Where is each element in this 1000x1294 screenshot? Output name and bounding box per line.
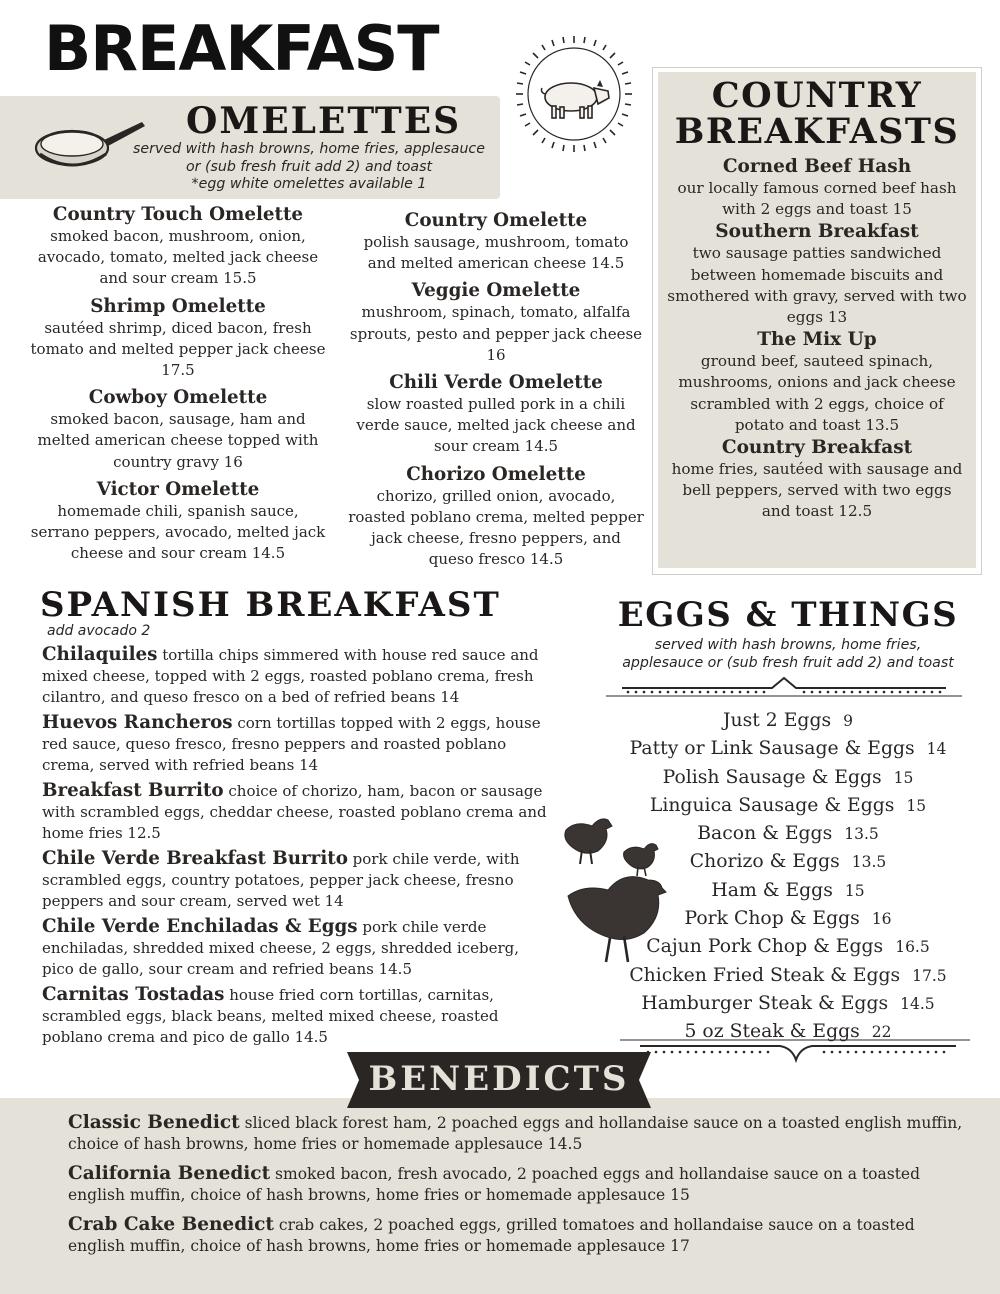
omelettes-note-line: served with hash browns, home fries, applesauce xyxy=(133,141,485,157)
item-name: Country Omelette xyxy=(404,210,588,231)
item-name: Corned Beef Hash xyxy=(722,156,912,177)
item-name: Chilaquiles xyxy=(42,644,158,665)
item-description: polish sausage, mushroom, tomato and melted american cheese 14.5 xyxy=(363,233,629,273)
item-name: Cowboy Omelette xyxy=(88,387,268,409)
item-name: Hamburger Steak & Eggs xyxy=(641,992,889,1014)
item-price: 14.5 xyxy=(900,994,935,1013)
item-name: Country Touch Omelette xyxy=(52,204,304,225)
item-price: 14 xyxy=(926,740,947,759)
top-divider-ornament xyxy=(606,676,962,700)
item-name: Breakfast Burrito xyxy=(42,780,224,801)
menu-item xyxy=(42,644,552,708)
menu-item xyxy=(42,712,552,776)
item-price: 16.5 xyxy=(895,938,930,957)
item-name: Polish Sausage & Eggs xyxy=(662,766,882,788)
omelettes-note xyxy=(124,141,494,194)
item-description: smoked bacon, fresh avocado, 2 poached eggs and hollandaise sauce on a toasted english muffin, choice of hash browns, home fries or homemade applesauce 15 xyxy=(68,1165,921,1204)
menu-item xyxy=(610,990,966,1018)
menu-item xyxy=(666,437,968,523)
omelettes-left-column xyxy=(28,204,328,570)
country-breakfasts-list xyxy=(666,156,968,524)
item-name: Linguica Sausage & Eggs xyxy=(649,794,895,816)
menu-item xyxy=(610,735,966,763)
menu-item xyxy=(348,464,644,571)
item-name: Chorizo Omelette xyxy=(406,463,586,485)
item-name: Southern Breakfast xyxy=(715,221,919,243)
page-title: BREAKFAST xyxy=(44,12,439,85)
pig-icon xyxy=(514,34,634,154)
item-description: pork chile verde enchiladas, shredded mixed cheese, 2 eggs, shredded iceberg, pico de gallo, sour cream and refried beans 14.5 xyxy=(42,918,520,978)
item-name: Chicken Fried Steak & Eggs xyxy=(629,964,901,986)
item-name: Veggie Omelette xyxy=(411,280,581,302)
item-price: 16 xyxy=(871,910,892,929)
item-price: 15 xyxy=(906,796,927,815)
menu-item xyxy=(610,764,966,792)
spanish-breakfast-list xyxy=(42,644,552,1052)
menu-item xyxy=(68,1112,968,1155)
item-description: sliced black forest ham, 2 poached eggs and hollandaise sauce on a toasted english muffin, choice of hash browns, home fries or homemade applesauce 14.5 xyxy=(68,1114,963,1153)
item-description: pork chile verde, with scrambled eggs, country potatoes, pepper jack cheese, fresno peppers and sour cream, served wet 14 xyxy=(42,850,520,910)
item-name: Crab Cake Benedict xyxy=(68,1214,274,1235)
item-name: Patty or Link Sausage & Eggs xyxy=(629,738,915,760)
item-name: Chorizo & Eggs xyxy=(689,851,840,873)
item-description: tortilla chips simmered with house red sauce and mixed cheese, topped with 2 eggs, roasted poblano crema, fresh cilantro, and queso fresco on a bed of refried beans 14 xyxy=(42,646,539,706)
omelettes-heading: OMELETTES xyxy=(186,100,462,142)
item-name: California Benedict xyxy=(68,1163,271,1184)
menu-item xyxy=(666,156,968,220)
item-name: Chile Verde Breakfast Burrito xyxy=(42,848,348,869)
item-description: two sausage patties sandwiched between homemade biscuits and smothered with gravy, served with two eggs 13 xyxy=(667,244,967,327)
spanish-breakfast-heading: SPANISH BREAKFAST xyxy=(40,585,501,625)
item-description: mushroom, spinach, tomato, alfalfa sprouts, pesto and pepper jack cheese 16 xyxy=(349,303,643,364)
item-price: 13.5 xyxy=(851,853,887,872)
ribbon-right-notch xyxy=(633,1052,651,1108)
item-name: 5 oz Steak & Eggs xyxy=(684,1021,860,1043)
item-price: 13.5 xyxy=(844,825,879,844)
menu-item xyxy=(28,479,328,565)
item-name: Carnitas Tostadas xyxy=(42,984,225,1005)
item-description: choice of chorizo, ham, bacon or sausage with scrambled eggs, cheddar cheese, roasted poblano crema and home fries 12.5 xyxy=(42,782,547,842)
menu-item xyxy=(42,780,552,844)
item-name: Victor Omelette xyxy=(96,478,260,500)
item-description: smoked bacon, mushroom, onion, avocado, tomato, melted jack cheese and sour cream 15.5 xyxy=(37,227,319,288)
menu-item xyxy=(666,221,968,328)
item-name: Shrimp Omelette xyxy=(90,295,266,317)
item-price: 15 xyxy=(893,768,914,787)
eggs-note-line: served with hash browns, home fries, xyxy=(654,637,922,653)
omelettes-note-line: *egg white omelettes available 1 xyxy=(191,176,427,192)
menu-item xyxy=(28,296,328,382)
item-name: Country Breakfast xyxy=(721,437,913,459)
menu-item xyxy=(42,916,552,980)
menu-item xyxy=(28,387,328,473)
menu-item xyxy=(348,280,644,366)
item-price: 9 xyxy=(843,712,853,730)
eggs-heading: EGGS & THINGS xyxy=(617,595,959,635)
omelettes-right-column xyxy=(348,210,644,576)
eggs-note xyxy=(610,637,966,672)
menu-item xyxy=(666,329,968,436)
menu-item xyxy=(68,1163,968,1206)
bottom-divider-ornament xyxy=(620,1036,970,1066)
eggs-note-line: applesauce or (sub fresh fruit add 2) and toast xyxy=(622,654,954,671)
item-description: ground beef, sauteed spinach, mushrooms, onions and jack cheese scrambled with 2 eggs, choice of potato and toast 13.5 xyxy=(678,352,956,434)
benedicts-heading: BENEDICTS xyxy=(368,1059,630,1099)
item-name: Cajun Pork Chop & Eggs xyxy=(646,936,884,958)
item-name: Huevos Rancheros xyxy=(42,712,233,733)
heading-line: BREAKFASTS xyxy=(674,111,960,152)
country-breakfasts-heading xyxy=(658,75,976,152)
benedicts-list xyxy=(68,1112,968,1265)
item-name: Chili Verde Omelette xyxy=(389,372,603,394)
item-description: homemade chili, spanish sauce, serrano peppers, avocado, melted jack cheese and sour cream 14.5 xyxy=(30,501,326,563)
item-description: corn tortillas topped with 2 eggs, house red sauce, queso fresco, fresno peppers and roasted poblano crema, served with refried beans 14 xyxy=(42,714,541,774)
item-name: The Mix Up xyxy=(757,329,877,351)
item-name: Chile Verde Enchiladas & Eggs xyxy=(42,916,358,937)
item-price: 17.5 xyxy=(912,966,947,985)
item-name: Pork Chop & Eggs xyxy=(684,908,860,930)
item-name: Classic Benedict xyxy=(68,1112,240,1133)
item-description: smoked bacon, sausage, ham and melted american cheese topped with country gravy 16 xyxy=(37,410,319,471)
item-description: sautéed shrimp, diced bacon, fresh tomato and melted pepper jack cheese 17.5 xyxy=(30,318,326,380)
menu-item xyxy=(28,204,328,290)
item-description: chorizo, grilled onion, avocado, roasted poblano crema, melted pepper jack cheese, fresno peppers, and queso fresco 14.5 xyxy=(348,486,644,569)
menu-item xyxy=(42,848,552,912)
menu-item xyxy=(610,707,966,735)
heading-line: COUNTRY xyxy=(711,75,923,116)
chicken-icon xyxy=(558,812,670,968)
item-name: Ham & Eggs xyxy=(711,879,833,901)
item-price: 15 xyxy=(844,881,865,900)
item-price: 22 xyxy=(871,1023,892,1042)
menu-item xyxy=(348,372,644,458)
spanish-breakfast-note: add avocado 2 xyxy=(47,623,151,639)
item-description: crab cakes, 2 poached eggs, grilled tomatoes and hollandaise sauce on a toasted english muffin, choice of hash browns, home fries or homemade applesauce 17 xyxy=(68,1216,915,1255)
item-description: slow roasted pulled pork in a chili verde sauce, melted jack cheese and sour cream 14.5 xyxy=(356,395,636,456)
item-description: our locally famous corned beef hash with 2 eggs and toast 15 xyxy=(677,179,957,219)
item-description: house fried corn tortillas, carnitas, scrambled eggs, black beans, melted mixed cheese, roasted poblano crema and pico de gallo 14.5 xyxy=(42,986,499,1046)
menu-item xyxy=(42,984,552,1048)
item-description: home fries, sautéed with sausage and bell peppers, served with two eggs and toast 12.5 xyxy=(671,460,963,521)
item-name: Bacon & Eggs xyxy=(697,823,833,845)
menu-item xyxy=(68,1214,968,1257)
item-name: Just 2 Eggs xyxy=(723,710,832,731)
omelettes-note-line: or (sub fresh fruit add 2) and toast xyxy=(185,158,433,175)
menu-item xyxy=(348,210,644,274)
